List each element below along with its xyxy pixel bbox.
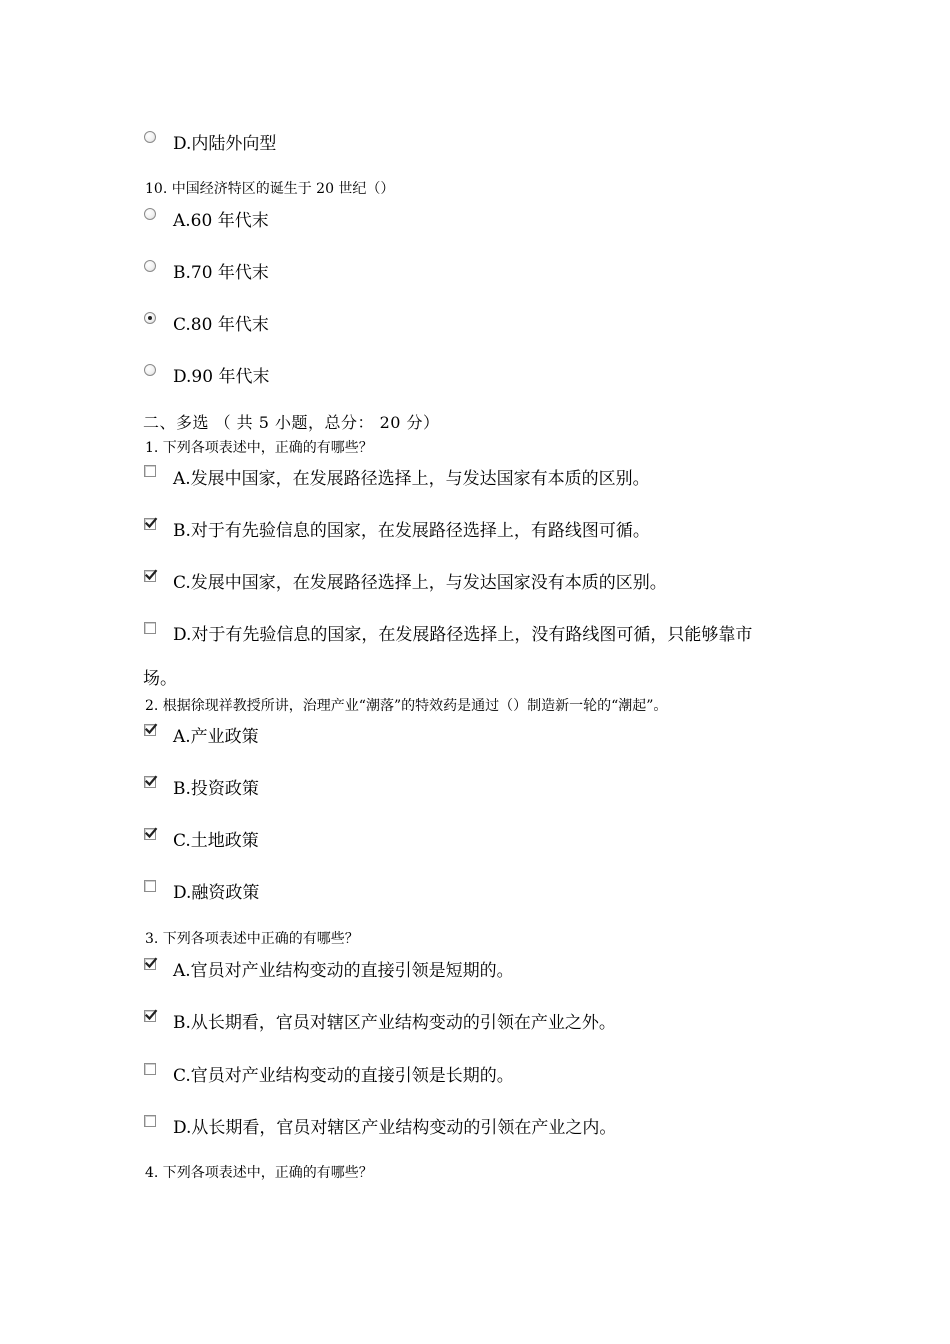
m3-option-d-checkbox[interactable] <box>144 1115 156 1127</box>
m2-option-d-checkbox[interactable] <box>144 880 156 892</box>
q10-option-b-radio[interactable] <box>144 260 156 272</box>
checkmark-icon <box>144 516 158 530</box>
m2-option-a-label: A.产业政策 <box>173 727 259 747</box>
m3-option-a-checkbox[interactable] <box>144 958 156 970</box>
m4-question-text: 4. 下列各项表述中，正确的有哪些？ <box>145 1165 373 1181</box>
m1-option-b-checkbox[interactable] <box>144 518 156 530</box>
checkmark-icon <box>144 1008 158 1022</box>
m1-option-a-label: A.发展中国家，在发展路径选择上，与发达国家有本质的区别。 <box>173 469 650 489</box>
q10-question-text: 10. 中国经济特区的诞生于 20 世纪（） <box>145 181 395 197</box>
checkmark-icon <box>144 722 158 736</box>
q10-option-a-label: A.60 年代末 <box>173 211 269 231</box>
checkmark-icon <box>144 956 158 970</box>
section-2-title: 二、多选 （ 共 5 小题，总分： 20 分） <box>143 413 440 432</box>
q9-option-d-label: D.内陆外向型 <box>173 134 277 154</box>
checkmark-icon <box>144 826 158 840</box>
q10-option-c-label: C.80 年代末 <box>173 315 269 335</box>
m2-option-a-checkbox[interactable] <box>144 724 156 736</box>
m3-option-d-label: D.从长期看，官员对辖区产业结构变动的引领在产业之内。 <box>173 1118 617 1138</box>
m1-option-d-checkbox[interactable] <box>144 622 156 634</box>
m3-option-c-label: C.官员对产业结构变动的直接引领是长期的。 <box>173 1066 514 1086</box>
m2-option-c-label: C.土地政策 <box>173 831 259 851</box>
q9-option-d-radio[interactable] <box>144 131 156 143</box>
m2-question-text: 2. 根据徐现祥教授所讲，治理产业“潮落”的特效药是通过（）制造新一轮的“潮起”。 <box>145 698 668 714</box>
m3-option-b-checkbox[interactable] <box>144 1010 156 1022</box>
m2-option-b-checkbox[interactable] <box>144 776 156 788</box>
m1-option-a-checkbox[interactable] <box>144 465 156 477</box>
m1-option-d-label: D.对于有先验信息的国家，在发展路径选择上，没有路线图可循，只能够靠市 <box>173 625 753 645</box>
m3-option-a-label: A.官员对产业结构变动的直接引领是短期的。 <box>173 961 514 981</box>
checkmark-icon <box>144 568 158 582</box>
q10-option-d-radio[interactable] <box>144 364 156 376</box>
m3-option-b-label: B.从长期看，官员对辖区产业结构变动的引领在产业之外。 <box>173 1013 616 1033</box>
q10-option-b-label: B.70 年代末 <box>173 263 269 283</box>
q10-option-a-radio[interactable] <box>144 208 156 220</box>
m2-option-b-label: B.投资政策 <box>173 779 259 799</box>
m3-question-text: 3. 下列各项表述中正确的有哪些？ <box>145 931 359 947</box>
m1-option-c-checkbox[interactable] <box>144 570 156 582</box>
m1-option-c-label: C.发展中国家，在发展路径选择上，与发达国家没有本质的区别。 <box>173 573 667 593</box>
m1-option-b-label: B.对于有先验信息的国家，在发展路径选择上，有路线图可循。 <box>173 521 650 541</box>
m1-option-d-label-continuation: 场。 <box>143 669 177 689</box>
m2-option-d-label: D.融资政策 <box>173 883 260 903</box>
q10-option-d-label: D.90 年代末 <box>173 367 270 387</box>
q10-option-c-radio[interactable] <box>144 312 156 324</box>
m1-question-text: 1. 下列各项表述中，正确的有哪些？ <box>145 440 373 456</box>
m2-option-c-checkbox[interactable] <box>144 828 156 840</box>
m3-option-c-checkbox[interactable] <box>144 1063 156 1075</box>
checkmark-icon <box>144 774 158 788</box>
